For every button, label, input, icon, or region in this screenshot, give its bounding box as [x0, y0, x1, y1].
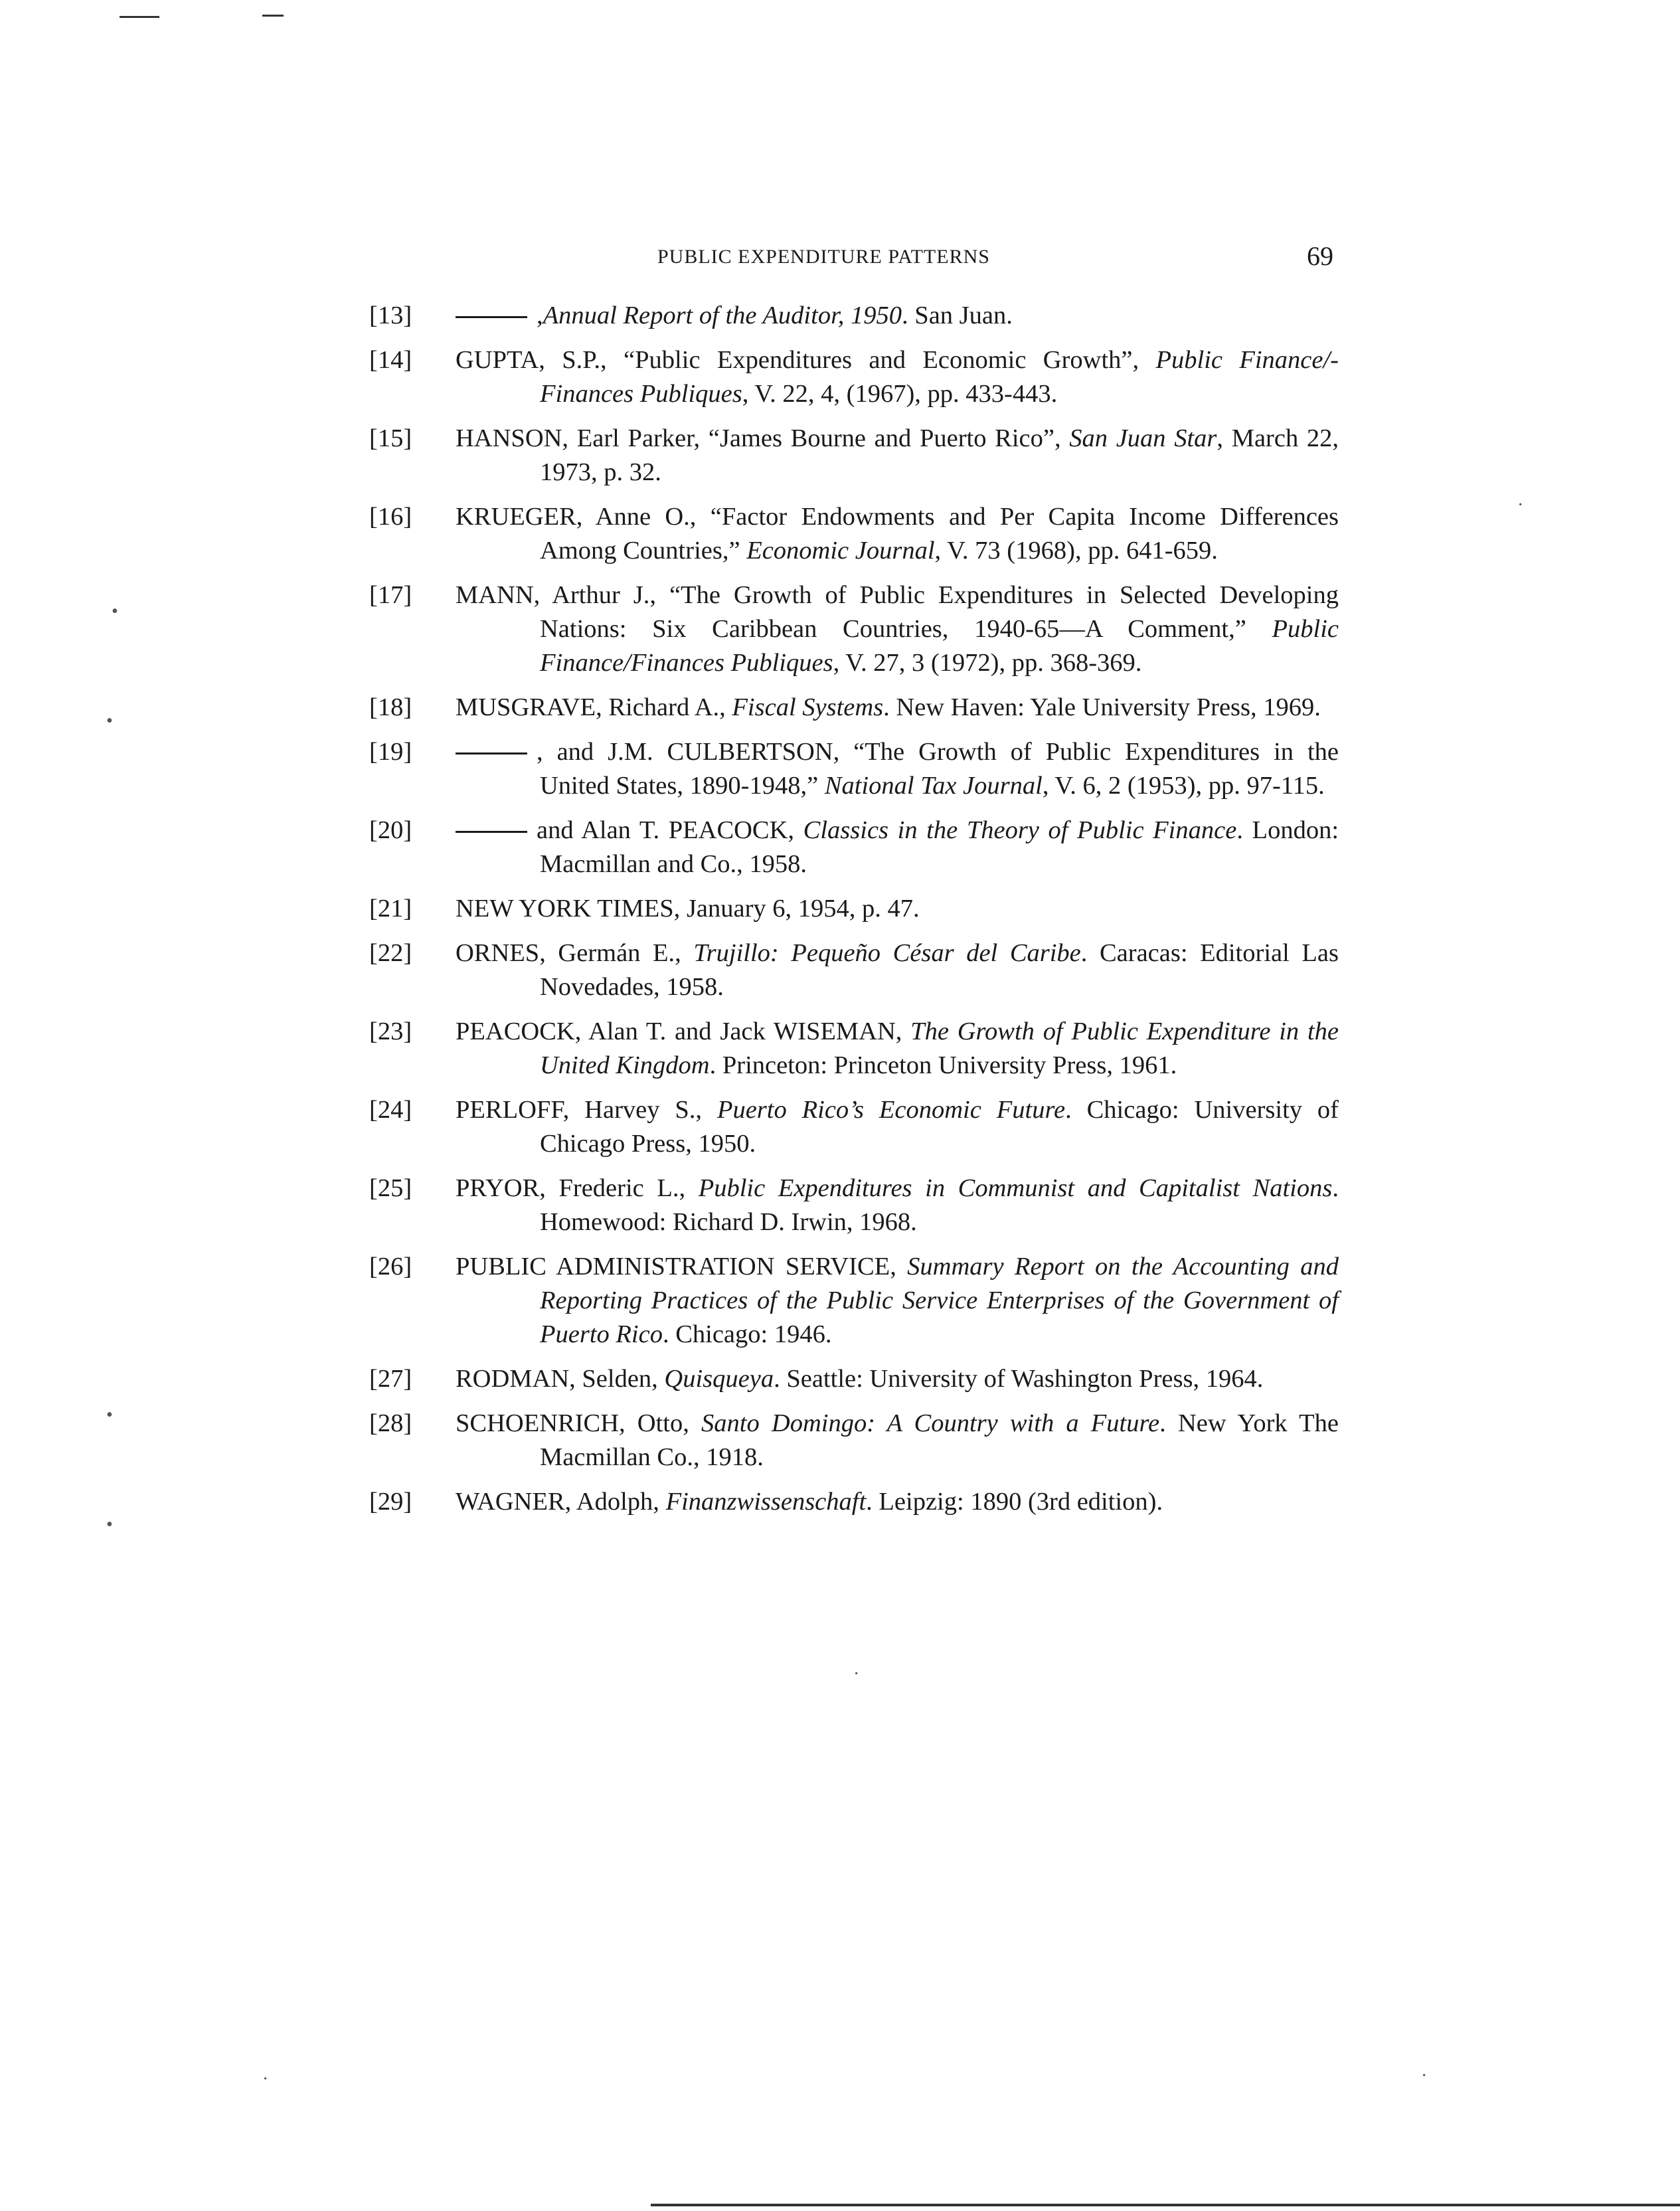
reference-text: . Chicago: University of Chicago Press, 1950. [540, 1096, 1339, 1158]
reference-text: . Caracas: Editorial Las Novedades, 1958. [540, 939, 1339, 1001]
reference-text: . Princeton: Princeton University Press, 1961. [709, 1051, 1177, 1079]
reference-text: “The Growth of Public Expenditures in Selected Developing Nations: Six Caribbean Countries, 1940-65—A Comment,” [540, 581, 1339, 643]
reference-text: , V. 6, 2 (1953), pp. 97-115. [1042, 772, 1325, 800]
reference-number: [27] [369, 1365, 412, 1393]
reference-text: . Leipzig: 1890 (3rd edition). [866, 1488, 1163, 1516]
reference-number: [20] [369, 816, 412, 844]
reference-entry [369, 422, 1339, 489]
reference-author: WAGNER, Adolph, [456, 1488, 666, 1516]
reference-text: . Chicago: 1946. [662, 1320, 832, 1348]
reference-text: , V. 27, 3 (1972), pp. 368-369. [833, 649, 1142, 677]
reference-list [369, 299, 1339, 1530]
reference-text: . London: Macmillan and Co., 1958. [540, 816, 1339, 878]
reference-number: [13] [369, 302, 412, 329]
reference-text: . San Juan. [902, 302, 1013, 329]
reference-text: “Factor Endowments and Per Capita Income Differences Among Countries,” [540, 503, 1339, 565]
reference-text: . Seattle: University of Washington Press, 1964. [774, 1365, 1264, 1393]
reference-title: The Growth of Public Expenditure in the United Kingdom [540, 1017, 1339, 1079]
reference-entry [369, 500, 1339, 568]
page-number: 69 [1307, 241, 1333, 271]
reference-entry [369, 1093, 1339, 1161]
reference-author: HANSON, Earl Parker, [456, 424, 709, 452]
reference-author: PEACOCK, Alan T. and Jack WISEMAN, [456, 1017, 911, 1045]
reference-number: [28] [369, 1409, 412, 1437]
reference-author: PUBLIC ADMINISTRATION SERVICE, [456, 1253, 908, 1281]
scan-artifact-line [262, 15, 284, 17]
reference-title: Summary Report on the Accounting and Reporting Practices of the Public Service Enterprises of the Government of Puerto Rico [540, 1253, 1339, 1348]
scan-speck: · [1517, 495, 1524, 515]
reference-entry [369, 1485, 1339, 1519]
scan-speck: · [853, 1664, 860, 1684]
reference-number: [25] [369, 1174, 412, 1202]
scan-speck: • [106, 711, 113, 731]
reference-title: Fiscal Systems [732, 693, 884, 721]
reference-title: National Tax Journal [824, 772, 1043, 800]
reference-text: , and J.M. CULBERTSON, “The Growth of Public Expenditures in the United States, 1890-1948,” [537, 738, 1339, 800]
reference-author: MUSGRAVE, Richard A., [456, 693, 732, 721]
reference-title: Annual Report of the Auditor, 1950 [543, 302, 902, 329]
reference-entry [369, 1362, 1339, 1396]
reference-entry [369, 735, 1339, 803]
reference-author: PERLOFF, Harvey S., [456, 1096, 717, 1124]
reference-author: KRUEGER, Anne O., [456, 503, 711, 531]
reference-number: [18] [369, 693, 412, 721]
reference-title: Santo Domingo: A Country with a Future [701, 1409, 1160, 1437]
reference-text: . Homewood: Richard D. Irwin, 1968. [540, 1174, 1339, 1236]
reference-title: Public Finance/Finances Publiques [540, 615, 1339, 677]
reference-number: [29] [369, 1488, 412, 1516]
reference-number: [26] [369, 1253, 412, 1281]
ditto-dash [456, 316, 527, 318]
reference-title: Public Expenditures in Communist and Capitalist Nations [698, 1174, 1333, 1202]
reference-entry [369, 578, 1339, 680]
reference-title: San Juan Star [1069, 424, 1217, 452]
scan-speck: • [106, 1514, 113, 1535]
reference-author: GUPTA, S.P., [456, 346, 624, 374]
reference-number: [19] [369, 738, 412, 766]
reference-entry [369, 814, 1339, 881]
reference-entry [369, 1172, 1339, 1239]
scan-artifact-line [120, 16, 159, 18]
reference-number: [15] [369, 424, 412, 452]
scan-edge-line [651, 2204, 1680, 2206]
reference-entry [369, 936, 1339, 1004]
ditto-dash [456, 752, 527, 754]
reference-number: [21] [369, 895, 412, 923]
reference-number: [16] [369, 503, 412, 531]
reference-title: Trujillo: Pequeño César del Caribe [693, 939, 1081, 967]
reference-title: Public Finance/-Finances Publiques [540, 346, 1339, 408]
reference-text: January 6, 1954, p. 47. [686, 895, 920, 923]
ditto-dash [456, 831, 527, 833]
scan-speck: · [1421, 2066, 1428, 2086]
reference-title: Finanzwissenschaft [665, 1488, 867, 1516]
reference-author: ORNES, Germán E., [456, 939, 694, 967]
reference-text: “Public Expenditures and Economic Growth”, [624, 346, 1156, 374]
reference-author: PRYOR, Frederic L., [456, 1174, 699, 1202]
reference-entry [369, 1250, 1339, 1352]
reference-text: , [537, 302, 543, 329]
scan-speck: • [112, 601, 118, 622]
running-title: PUBLIC EXPENDITURE PATTERNS [657, 246, 990, 268]
reference-author: SCHOENRICH, Otto, [456, 1409, 702, 1437]
reference-title: Classics in the Theory of Public Finance [803, 816, 1237, 844]
reference-author: NEW YORK TIMES, [456, 895, 687, 923]
reference-entry [369, 343, 1339, 411]
reference-entry [369, 1407, 1339, 1474]
reference-author: MANN, Arthur J., [456, 581, 669, 609]
reference-text: . New Haven: Yale University Press, 1969. [883, 693, 1321, 721]
reference-text: , V. 73 (1968), pp. 641-659. [934, 537, 1218, 565]
reference-number: [23] [369, 1017, 412, 1045]
reference-text: and Alan T. PEACOCK, [537, 816, 803, 844]
reference-number: [14] [369, 346, 412, 374]
scan-speck: · [262, 2069, 269, 2089]
scan-speck: • [106, 1405, 113, 1425]
reference-text: . New York The Macmillan Co., 1918. [540, 1409, 1339, 1471]
reference-author: RODMAN, Selden, [456, 1365, 665, 1393]
reference-entry [369, 299, 1339, 333]
reference-number: [22] [369, 939, 412, 967]
reference-title: Economic Journal [746, 537, 935, 565]
reference-text: , March 22, 1973, p. 32. [540, 424, 1339, 486]
reference-number: [24] [369, 1096, 412, 1124]
reference-entry [369, 892, 1339, 926]
reference-title: Quisqueya [664, 1365, 774, 1393]
reference-text: , V. 22, 4, (1967), pp. 433-443. [742, 380, 1058, 408]
reference-entry [369, 691, 1339, 725]
reference-number: [17] [369, 581, 412, 609]
reference-title: Puerto Rico’s Economic Future [716, 1096, 1066, 1124]
reference-entry [369, 1015, 1339, 1083]
reference-text: “James Bourne and Puerto Rico”, [708, 424, 1070, 452]
